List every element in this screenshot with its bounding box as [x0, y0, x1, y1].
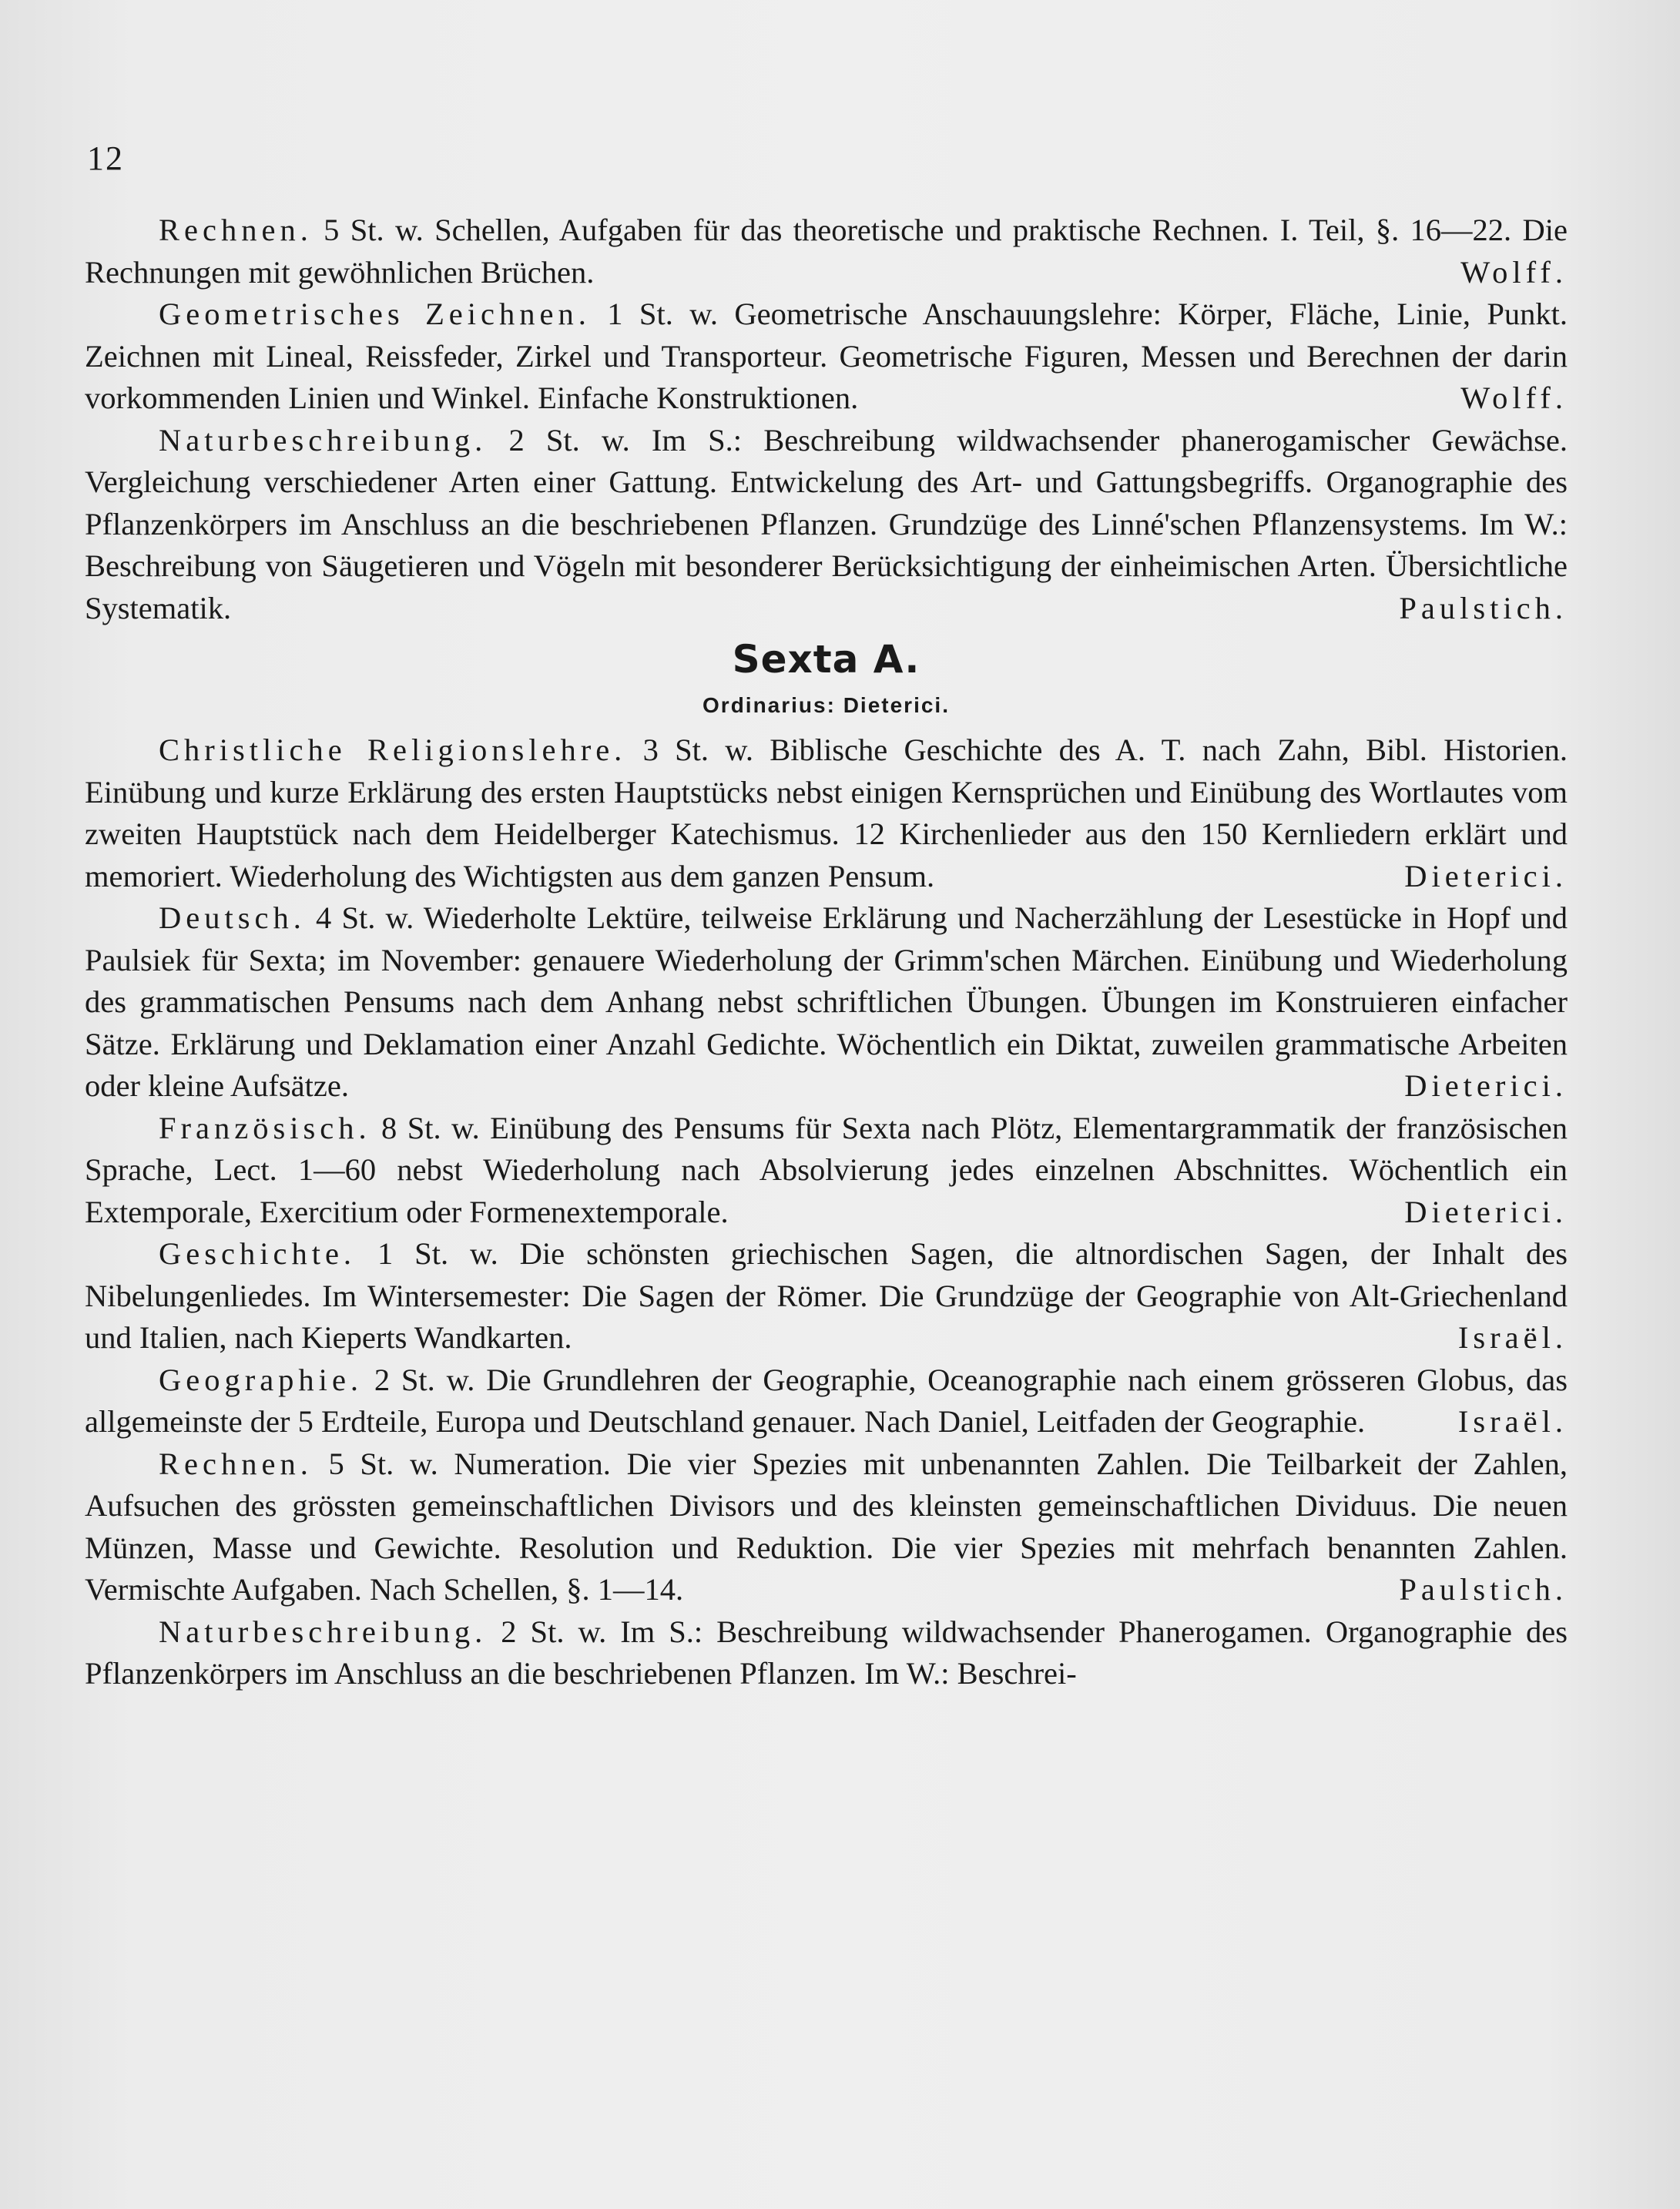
subject-description: 3 St. w. Biblische Geschichte des A. T. nach Zahn, Bibl. Historien. Einübung und kurze Erklärung des ersten Hauptstücks nebst einigen Kernsprüchen und Einübung des Wortlautes vom zweiten Hauptstück nach dem Heidelberger Katechismus. 12 Kirchenlieder aus den 150 Kernliedern erklärt und memoriert. Wiederholung des Wichtigsten aus dem ganzen Pensum.: [85, 732, 1568, 893]
subject-description: 5 St. w. Numeration. Die vier Spezies mit unbenannten Zahlen. Die Teilbarkeit der Zahlen, Aufsuchen des grössten gemeinschaftlichen Divisors und des kleinsten gemeinschaftlichen Dividuus. Die neuen Münzen, Masse und Gewichte. Resolution und Reduktion. Die vier Spezies mit mehrfach benannten Zahlen. Vermischte Aufgaben. Nach Schellen, §. 1—14.: [85, 1446, 1568, 1607]
subject-paragraph: [85, 1443, 1568, 1611]
subject-description: 1 St. w. Geometrische Anschauungslehre: Körper, Fläche, Linie, Punkt. Zeichnen mit Lineal, Reissfeder, Zirkel und Transporteur. Geometrische Figuren, Messen und Berechnen der darin vorkommenden Linien und Winkel. Einfache Konstruktionen.: [85, 297, 1568, 415]
subject-description: 1 St. w. Die schönsten griechischen Sagen, die altnordischen Sagen, der Inhalt des Nibelungenliedes. Im Wintersemester: Die Sagen der Römer. Die Grundzüge der Geographie von Alt-Griechenland und Italien, nach Kieperts Wandkarten.: [85, 1236, 1568, 1355]
section-paragraphs: [85, 729, 1568, 1695]
subject-paragraph: [85, 1233, 1568, 1359]
subject-description: 5 St. w. Schellen, Aufgaben für das theoretische und praktische Rechnen. I. Teil, §. 16—22. Die Rechnungen mit gewöhnlichen Brüchen.: [85, 213, 1568, 290]
subject-name: Christliche Religionslehre.: [159, 732, 627, 767]
subject-description: 2 St. w. Die Grundlehren der Geographie, Oceanographie nach einem grösseren Globus, das allgemeinste der 5 Erdteile, Europa und Deutschland genauer. Nach Daniel, Leitfaden der Geographie.: [85, 1362, 1568, 1439]
teacher-name: Paulstich.: [1399, 1572, 1568, 1607]
teacher-name: Dieterici.: [1404, 1068, 1568, 1103]
text-block: [85, 210, 1568, 1695]
intro-paragraphs: [85, 210, 1568, 629]
section-title: Sexta A.: [732, 637, 920, 682]
teacher-name: Dieterici.: [1404, 1194, 1568, 1229]
subject-description: 8 St. w. Einübung des Pensums für Sexta nach Plötz, Elementargrammatik der französischen Sprache, Lect. 1—60 nebst Wiederholung nach Absolvierung jedes einzelnen Abschnittes. Wöchentlich ein Extemporale, Exercitium oder Formenextemporale.: [85, 1110, 1568, 1229]
subject-paragraph: [85, 1359, 1568, 1443]
subject-name: Geometrisches Zeichnen.: [159, 297, 591, 331]
subject-description: 4 St. w. Wiederholte Lektüre, teilweise Erklärung und Nacherzählung der Lesestücke in Hopf und Paulsiek für Sexta; im November: genauere Wiederholung der Grimm'schen Märchen. Einübung und Wiederholung des grammatischen Pensums nach dem Anhang nebst schriftlichen Übungen. Übungen im Konstruieren einfacher Sätze. Erklärung und Deklamation einer Anzahl Gedichte. Wöchentlich ein Diktat, zuweilen grammatische Arbeiten oder kleine Aufsätze.: [85, 900, 1568, 1103]
subject-paragraph: [85, 729, 1568, 897]
teacher-name: Wolff.: [1460, 254, 1568, 290]
subject-name: Rechnen.: [159, 1446, 313, 1481]
teacher-name: Dieterici.: [1404, 858, 1568, 893]
subject-description: 2 St. w. Im S.: Beschreibung wildwachsender Phanerogamen. Organographie des Pflanzenkörpers im Anschluss an die beschriebenen Pflanzen. Im W.: Beschrei-: [85, 1614, 1568, 1691]
teacher-name: Wolff.: [1460, 380, 1568, 415]
page-number: 12: [87, 139, 124, 177]
subject-paragraph: [85, 210, 1568, 293]
subject-paragraph: [85, 1108, 1568, 1234]
subject-name: Naturbeschreibung.: [159, 422, 488, 458]
teacher-name: Israël.: [1457, 1320, 1568, 1355]
subject-name: Naturbeschreibung.: [159, 1614, 488, 1649]
subject-paragraph: [85, 293, 1568, 420]
subject-description: 2 St. w. Im S.: Beschreibung wildwachsender phanerogamischer Gewächse. Vergleichung verschiedener Arten einer Gattung. Entwickelung des Art- und Gattungsbegriffs. Organographie des Pflanzenkörpers im Anschluss an die beschriebenen Pflanzen. Grundzüge des Linné'schen Pflanzensystems. Im W.: Beschreibung von Säugetieren und Vögeln mit besonderer Berücksichtigung der einheimischen Arten. Übersichtliche Systematik.: [85, 422, 1568, 625]
teacher-name: Israël.: [1457, 1404, 1568, 1439]
subject-paragraph: [85, 897, 1568, 1108]
ordinarius-line: Ordinarius: Dieterici.: [703, 693, 950, 717]
subject-paragraph: [85, 1611, 1568, 1695]
teacher-name: Paulstich.: [1399, 590, 1568, 625]
subject-name: Deutsch.: [159, 900, 306, 935]
subject-name: Geschichte.: [159, 1236, 357, 1271]
subject-name: Französisch.: [159, 1110, 371, 1145]
subject-name: Geographie.: [159, 1362, 364, 1397]
subject-paragraph: [85, 420, 1568, 630]
subject-name: Rechnen.: [159, 213, 313, 247]
